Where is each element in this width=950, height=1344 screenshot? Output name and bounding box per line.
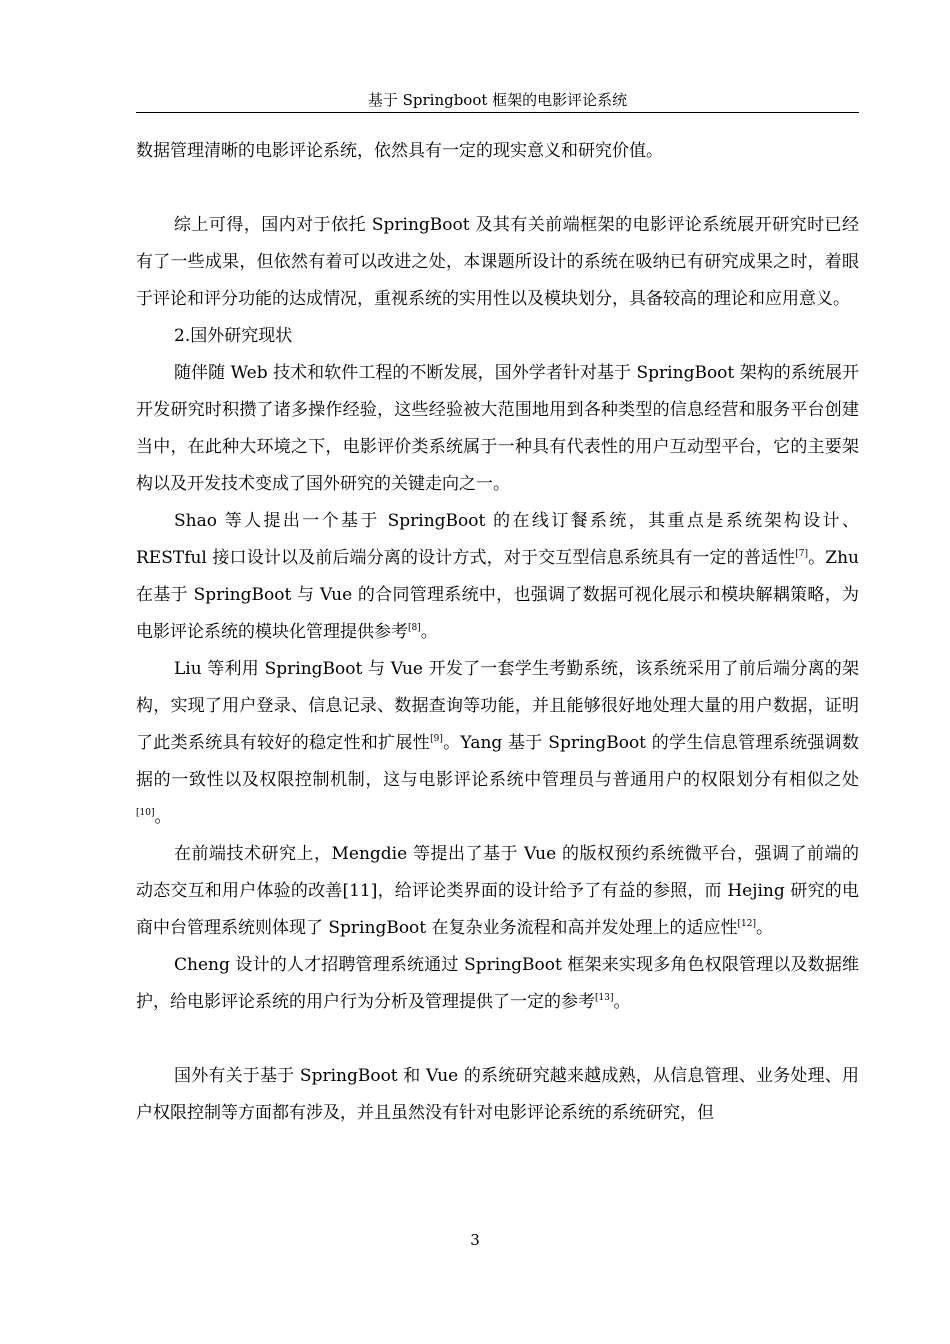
paragraph-liu-yang: [136, 651, 859, 836]
citation-ref: [10]: [136, 808, 155, 818]
body-text: [136, 133, 859, 1132]
paragraph-shao-zhu: [136, 503, 859, 651]
paragraph-foreign-summary: 国外有关于基于 SpringBoot 和 Vue 的系统研究越来越成熟，从信息管理、业务处理、用户权限控制等方面都有涉及，并且虽然没有针对电影评论系统的系统研究，但: [136, 1066, 859, 1123]
paragraph-foreign-overview: 随伴随 Web 技术和软件工程的不断发展，国外学者针对基于 SpringBoot 架构的系统展开开发研究时积攒了诸多操作经验，这些经验被大范围地用到各种类型的信息经营和服务平台创建当中，在此种大环境之下，电影评价类系统属于一种具有代表性的用户互动型平台，它的主要架构以及开发技术变成了国外研究的关键走向之一。: [136, 363, 859, 494]
text-run: 在前端技术研究上，Mengdie 等提出了基于 Vue 的版权预约系统微平台，强调了前端的动态交互和用户体验的改善[11]，给评论类界面的设计给予了有益的参照，而 Hejing 研究的电商中台管理系统则体现了 SpringBoot 在复杂业务流程和高并发处理上的适应性: [136, 844, 859, 938]
running-header: 基于 Springboot 框架的电影评论系统: [367, 91, 628, 109]
citation-ref: [12]: [737, 919, 757, 929]
section-heading-foreign-research: 2.国外研究现状: [174, 326, 293, 346]
text-run: 。Yang 基于 SpringBoot 的学生信息管理系统强调数据的一致性以及权限控制机制，这与电影评论系统中管理员与普通用户的权限划分有相似之处: [136, 733, 860, 790]
text-run: Liu 等利用 SpringBoot 与 Vue 开发了一套学生考勤系统，该系统采用了前后端分离的架构，实现了用户登录、信息记录、数据查询等功能，并且能够很好地处理大量的用户数据，证明了此类系统具有较好的稳定性和扩展性: [136, 659, 859, 753]
citation-ref: [8]: [408, 623, 421, 633]
citation-ref: [13]: [595, 993, 614, 1003]
paragraph-mengdie-hejing: [136, 836, 859, 947]
text-run: 。: [613, 992, 631, 1012]
text-run: 。: [154, 807, 172, 827]
header-rule: [136, 112, 859, 113]
citation-ref: [9]: [430, 734, 443, 744]
paragraph-domestic-summary: 综上可得，国内对于依托 SpringBoot 及其有关前端框架的电影评论系统展开研究时已经有了一些成果，但依然有着可以改进之处，本课题所设计的系统在吸纳已有研究成果之时，着眼于评论和评分功能的达成情况，重视系统的实用性以及模块划分，具备较高的理论和应用意义。: [136, 215, 859, 309]
text-run: Shao 等人提出一个基于 SpringBoot 的在线订餐系统，其重点是系统架构设计、RESTful 接口设计以及前后端分离的设计方式，对于交互型信息系统具有一定的普适性: [136, 511, 859, 568]
text-run: Cheng 设计的人才招聘管理系统通过 SpringBoot 框架来实现多角色权限管理以及数据维护，给电影评论系统的用户行为分析及管理提供了一定的参考: [136, 955, 859, 1012]
text-run: 。: [756, 918, 774, 938]
text-run: 。Zhu 在基于 SpringBoot 与 Vue 的合同管理系统中，也强调了数据可视化展示和模块解耦策略，为电影评论系统的模块化管理提供参考: [136, 548, 859, 642]
paragraph-continuation: 数据管理清晰的电影评论系统，依然具有一定的现实意义和研究价值。: [136, 141, 663, 161]
citation-ref: [7]: [795, 549, 808, 559]
text-run: 。: [420, 622, 438, 642]
paragraph-cheng: [136, 947, 859, 1021]
page-number: 3: [470, 1231, 480, 1249]
